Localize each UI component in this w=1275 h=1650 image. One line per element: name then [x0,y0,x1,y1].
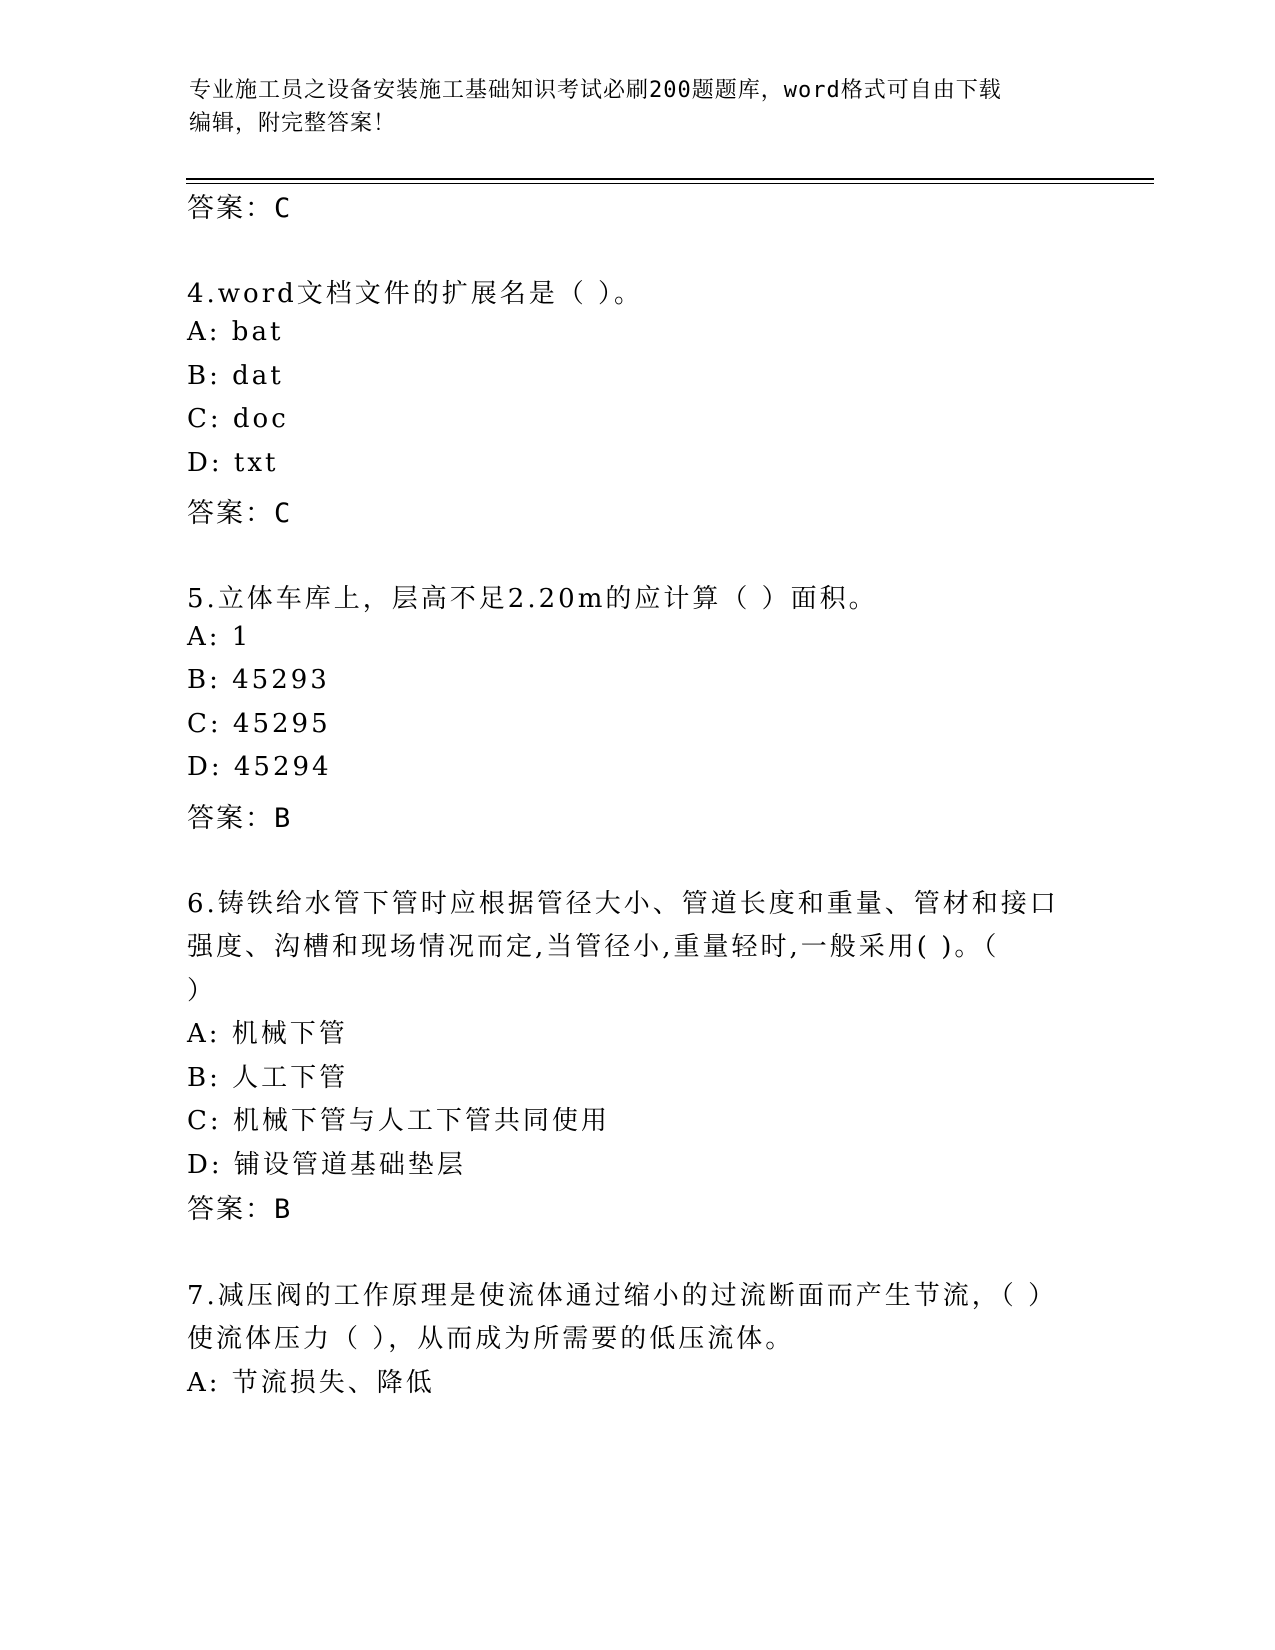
question-6-answer: 答案：B [187,1194,293,1225]
question-4-option-b: B: dat [187,361,284,391]
question-6-stem-line-1: 6.铸铁给水管下管时应根据管径大小、管道长度和重量、管材和接口 [187,889,1059,919]
question-4-option-a: A: bat [187,317,284,347]
question-6-option-c: C: 机械下管与人工下管共同使用 [187,1106,610,1136]
question-7-stem-line-1: 7.减压阀的工作原理是使流体通过缩小的过流断面而产生节流，（ ） [187,1281,1058,1311]
question-5-stem: 5.立体车库上，层高不足2.20m的应计算（ ）面积。 [187,584,878,614]
question-6-option-b: B: 人工下管 [187,1063,349,1093]
question-5-option-c: C: 45295 [187,709,331,739]
question-4-option-d: D: txt [187,448,279,478]
header-divider-thick [186,178,1154,180]
question-5-option-a: A: 1 [187,622,252,652]
page-header [189,74,1089,140]
header-divider-thin [186,183,1154,184]
answer-previous: 答案：C [187,193,293,224]
question-4-stem: 4.word文档文件的扩展名是（ ）。 [187,279,644,309]
question-6-option-d: D: 铺设管道基础垫层 [187,1150,466,1180]
question-7-stem-line-2: 使流体压力（ ），从而成为所需要的低压流体。 [187,1324,795,1354]
question-5-answer: 答案：B [187,803,293,834]
header-line-2: 编辑，附完整答案！ [189,111,397,136]
question-5-option-b: B: 45293 [187,665,330,695]
question-5-option-d: D: 45294 [187,752,332,782]
question-6-option-a: A: 机械下管 [187,1019,348,1049]
question-6-stem-line-2: 强度、沟槽和现场情况而定,当管径小,重量轻时,一般采用( )。（ [187,932,1000,962]
question-6-stem-line-3: ） [187,976,217,1006]
question-4-answer: 答案：C [187,498,293,529]
question-7-option-a: A: 节流损失、降低 [187,1368,435,1398]
header-line-1: 专业施工员之设备安装施工基础知识考试必刷200题题库，word格式可自由下载 [189,78,1002,103]
question-4-option-c: C: doc [187,404,289,434]
